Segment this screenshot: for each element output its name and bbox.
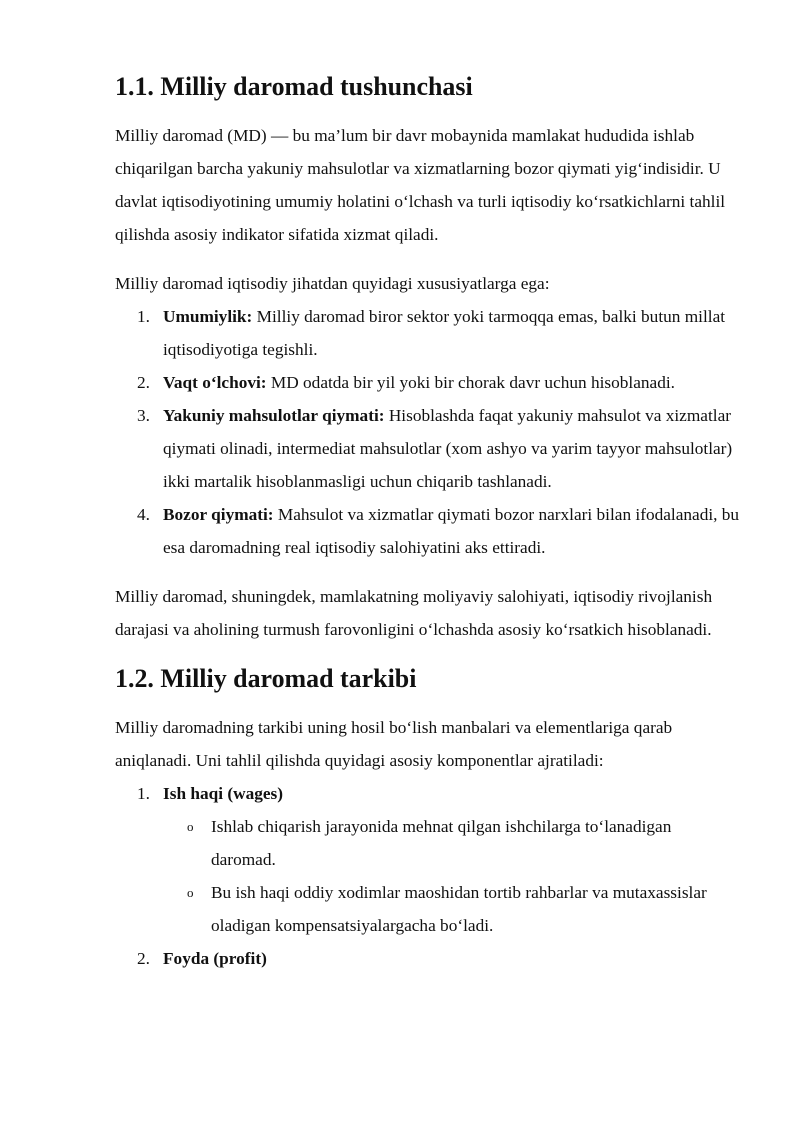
- paragraph-summary: Milliy daromad, shuningdek, mamlakatning moliyaviy salohiyati, iqtisodiy rivojlanish darajasi va aholining turmush farovonligini o‘lchashda asosiy ko‘rsatkich hisoblanadi.: [115, 587, 713, 639]
- list-item: [115, 498, 740, 564]
- section-heading-national-income-concept: 1.1. Milliy daromad tushunchasi: [115, 72, 473, 101]
- list-item-text: Hisoblashda faqat yakuniy mahsulot va xizmatlar qiymati olinadi, intermediat mahsulotlar (xom ashyo va yarim tayyor mahsulotlar) ikki martalik hisoblanmasligi uchun chiqarib tashlanadi.: [163, 406, 733, 491]
- section-heading-national-income-structure: 1.2. Milliy daromad tarkibi: [115, 664, 417, 693]
- list-item: [115, 777, 740, 942]
- list-item-term: Umumiylik:: [163, 307, 253, 326]
- list-item-term: Yakuniy mahsulotlar qiymati:: [163, 406, 385, 425]
- list-number: 2.: [137, 949, 150, 968]
- list-number: 4.: [137, 505, 150, 524]
- list-item: [115, 300, 740, 366]
- list-item-text: Milliy daromad biror sektor yoki tarmoqqa emas, balki butun millat iqtisodiyotiga tegishli.: [163, 307, 726, 359]
- list-item-text: Mahsulot va xizmatlar qiymati bozor narxlari bilan ifodalanadi, bu esa daromadning real iqtisodiy salohiyatini aks ettiradi.: [163, 505, 740, 557]
- sub-list: [163, 810, 740, 942]
- list-item-term: Ish haqi (wages): [163, 784, 284, 803]
- list-item: [115, 366, 740, 399]
- features-list: [115, 300, 740, 564]
- list-number: 3.: [137, 406, 150, 425]
- document-page: [115, 70, 740, 975]
- list-item-term: Bozor qiymati:: [163, 505, 274, 524]
- sub-list-item: [163, 876, 740, 942]
- list-item-term: Foyda (profit): [163, 949, 267, 968]
- sub-list-item-text: Bu ish haqi oddiy xodimlar maoshidan tortib rahbarlar va mutaxassislar oladigan kompensatsiyalargacha bo‘ladi.: [211, 883, 707, 935]
- list-number: 1.: [137, 784, 150, 803]
- components-list: [115, 777, 740, 975]
- sub-list-item: [163, 810, 740, 876]
- paragraph-definition: Milliy daromad (MD) — bu ma’lum bir davr mobaynida mamlakat hududida ishlab chiqarilgan barcha yakuniy mahsulotlar va xizmatlarning bozor qiymati yig‘indisidir. U davlat iqtisodiyotining umumiy holatini o‘lchash va turli iqtisodiy ko‘rsatkichlarni tahlil qilishda asosiy indikator sifatida xizmat qiladi.: [115, 126, 726, 244]
- bullet-icon: o: [187, 819, 194, 834]
- list-item-term: Vaqt o‘lchovi:: [163, 373, 267, 392]
- paragraph-structure-intro: Milliy daromadning tarkibi uning hosil bo‘lish manbalari va elementlariga qarab aniqlanadi. Uni tahlil qilishda quyidagi asosiy komponentlar ajratiladi:: [115, 718, 673, 770]
- list-number: 2.: [137, 373, 150, 392]
- bullet-icon: o: [187, 885, 194, 900]
- paragraph-features-intro: Milliy daromad iqtisodiy jihatdan quyidagi xususiyatlarga ega:: [115, 274, 550, 293]
- sub-list-item-text: Ishlab chiqarish jarayonida mehnat qilgan ishchilarga to‘lanadigan daromad.: [211, 817, 672, 869]
- list-item-text: MD odatda bir yil yoki bir chorak davr uchun hisoblanadi.: [266, 373, 675, 392]
- list-number: 1.: [137, 307, 150, 326]
- list-item: [115, 399, 740, 498]
- list-item: [115, 942, 740, 975]
